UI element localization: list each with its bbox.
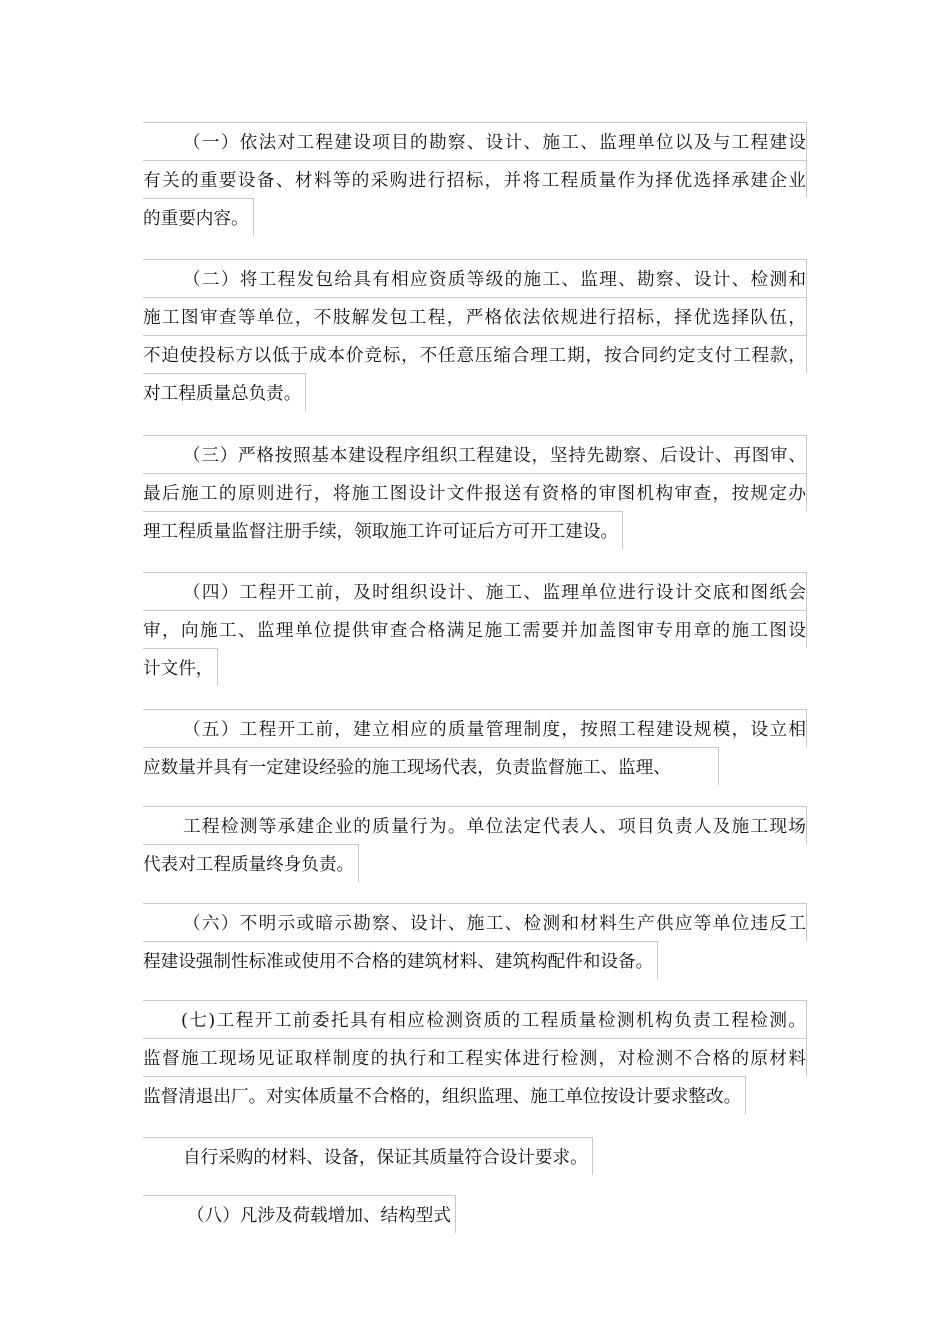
paragraph-line: 程建设强制性标准或使用不合格的建筑材料、建筑构配件和设备。: [143, 941, 658, 979]
paragraph-1: [143, 122, 807, 240]
paragraph-line: 应数量并具有一定建设经验的施工现场代表，负责监督施工、监理、: [143, 747, 719, 785]
paragraph-line: 不迫使投标方以低于成本价竞标，不任意压缩合理工期，按合同约定支付工程款，: [143, 335, 807, 373]
paragraph-line: （六）不明示或暗示勘察、设计、施工、检测和材料生产供应等单位违反工: [143, 903, 807, 941]
paragraph-8: [143, 1000, 807, 1118]
paragraph-line: （一）依法对工程建设项目的勘察、设计、施工、监理单位以及与工程建设: [143, 122, 807, 160]
paragraph-line: 对工程质量总负责。: [143, 373, 306, 411]
paragraph-line: 理工程质量监督注册手续，领取施工许可证后方可开工建设。: [143, 511, 623, 549]
paragraph-3: [143, 435, 807, 553]
paragraph-line: 工程检测等承建企业的质量行为。单位法定代表人、项目负责人及施工现场: [143, 806, 807, 844]
paragraph-4: [143, 572, 807, 690]
paragraph-line: 计文件，: [143, 648, 218, 686]
paragraph-2: [143, 259, 807, 415]
paragraph-line: 审，向施工、监理单位提供审查合格满足施工需要并加盖图审专用章的施工图设: [143, 610, 807, 648]
paragraph-line: 施工图审查等单位，不肢解发包工程，严格依法依规进行招标，择优选择队伍，: [143, 297, 807, 335]
paragraph-7: [143, 903, 807, 983]
paragraph-line: 最后施工的原则进行，将施工图设计文件报送有资格的审图机构审查，按规定办: [143, 473, 807, 511]
paragraph-10: [143, 1195, 807, 1237]
paragraph-line: 自行采购的材料、设备，保证其质量符合设计要求。: [143, 1137, 593, 1175]
paragraph-line: （二）将工程发包给具有相应资质等级的施工、监理、勘察、设计、检测和: [143, 259, 807, 297]
paragraph-line: （八）凡涉及荷载增加、结构型式: [143, 1195, 456, 1233]
paragraph-line: （三）严格按照基本建设程序组织工程建设，坚持先勘察、后设计、再图审、: [143, 435, 807, 473]
paragraph-line: 的重要内容。: [143, 198, 254, 236]
paragraph-line: （五）工程开工前，建立相应的质量管理制度，按照工程建设规模，设立相: [143, 709, 807, 747]
paragraph-line: 代表对工程质量终身负责。: [143, 844, 359, 882]
paragraph-line: 监督施工现场见证取样制度的执行和工程实体进行检测，对检测不合格的原材料: [143, 1038, 807, 1076]
paragraph-line: 有关的重要设备、材料等的采购进行招标，并将工程质量作为择优选择承建企业: [143, 160, 807, 198]
paragraph-line: 监督清退出厂。对实体质量不合格的，组织监理、施工单位按设计要求整改。: [143, 1076, 746, 1114]
paragraph-5: [143, 709, 807, 789]
paragraph-line: （四）工程开工前，及时组织设计、施工、监理单位进行设计交底和图纸会: [143, 572, 807, 610]
paragraph-9: [143, 1137, 807, 1179]
paragraph-6: [143, 806, 807, 886]
paragraph-line: (七)工程开工前委托具有相应检测资质的工程质量检测机构负责工程检测。: [143, 1000, 807, 1038]
